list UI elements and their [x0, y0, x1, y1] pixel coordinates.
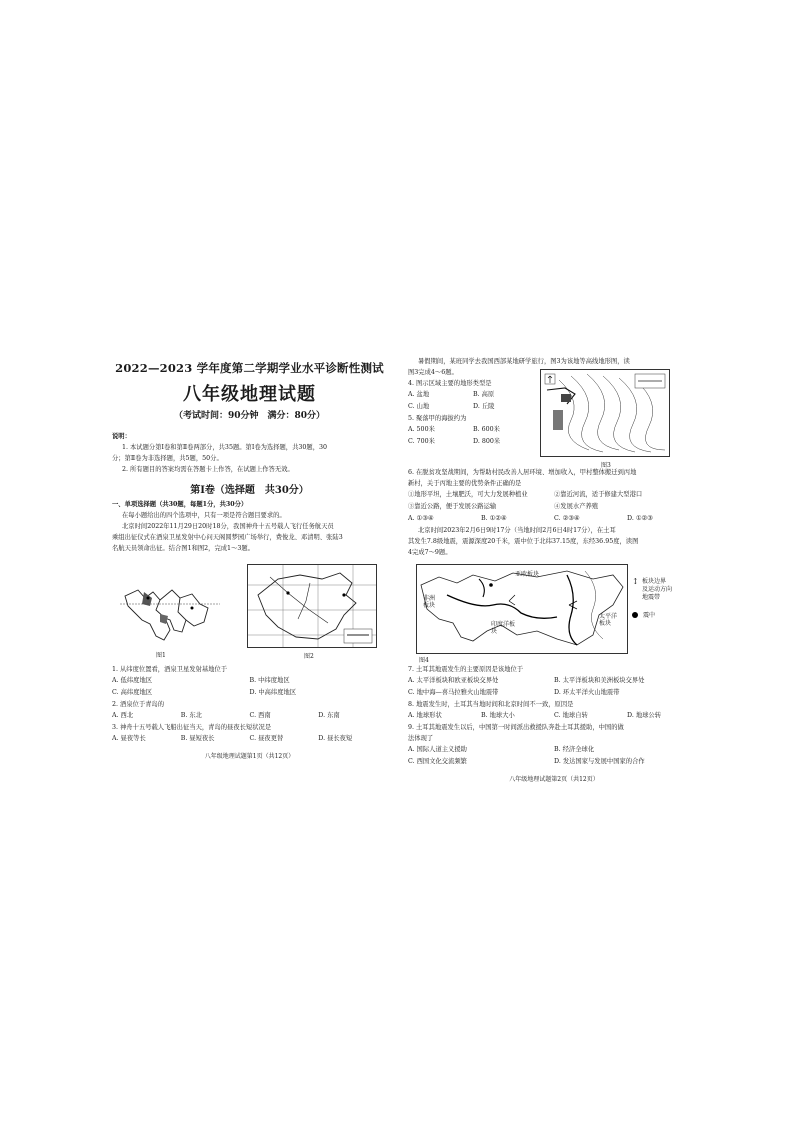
answer-option[interactable]: D. 环太平洋火山地震带: [554, 689, 620, 696]
answer-option[interactable]: D. 昼长夜短: [318, 735, 353, 742]
question-options: [408, 424, 538, 448]
question-stem: 5. 聚落甲的海拔约为: [408, 415, 467, 422]
questions-7-9: [408, 664, 700, 768]
question-stem: 7. 土耳其地震发生的主要原因是该地位于: [408, 666, 524, 673]
figure-4-label: 图4: [419, 657, 429, 664]
answer-option[interactable]: D. 东南: [318, 712, 340, 719]
question: [408, 378, 538, 413]
question-options: [408, 744, 700, 768]
exam-subject: 八年级地理试题: [183, 384, 316, 405]
legend-quake-zone-text: 地震带: [642, 594, 661, 601]
quake-intro-3: 4完成7～9题。: [408, 549, 452, 556]
q6-condition-4: ④发展水产养殖: [554, 503, 599, 510]
question: [408, 722, 700, 768]
instructions: [112, 431, 387, 475]
exam-time-score: （考试时间：90分钟 满分：80分）: [173, 411, 326, 421]
label-indian-plate: 印度洋板块: [491, 621, 516, 635]
q6-condition-3: ③靠近公路，便于发展公路运输: [408, 503, 497, 510]
answer-option[interactable]: C. 山地: [408, 403, 430, 410]
answer-option[interactable]: A. 太平洋板块和欧亚板块交界处: [408, 677, 499, 684]
question-stem: 9. 土耳其地震发生以后，中国第一时间派出救援队奔赴土耳其援助，中国的做: [408, 724, 624, 731]
figure-4-legend: [632, 578, 698, 619]
exam-page-1: [112, 350, 387, 760]
legend-motion-text: 及运动方向: [642, 586, 673, 593]
question-options: [112, 710, 387, 722]
instruction-item-1: 1. 本试题分第Ⅰ卷和第Ⅱ卷两部分，共35题。第Ⅰ卷为选择题，共30题，30: [122, 444, 328, 451]
figure-1-map: [120, 568, 225, 659]
page-footer-2: 八年级地理试题第2页（共12页）: [509, 776, 599, 783]
question: [408, 413, 538, 448]
questions-4-5: [408, 367, 538, 448]
questions-1-3: [112, 664, 387, 745]
question: [112, 664, 387, 699]
answer-option[interactable]: A. 昼夜等长: [112, 735, 146, 742]
instruction-item-1b: 分；第Ⅱ卷为非选择题，共5题，50分。: [112, 455, 223, 462]
answer-option[interactable]: A. 地球形状: [408, 712, 442, 719]
answer-option[interactable]: B. 600米: [473, 426, 500, 433]
q6-conditions: [408, 489, 700, 513]
answer-option[interactable]: B. 地球大小: [481, 712, 515, 719]
section-type: 一、单项选择题（共30题，每题1分，共30分）: [112, 501, 248, 508]
answer-option[interactable]: D. 丘陵: [473, 403, 495, 410]
question-stem: 8. 地震发生时，土耳其当地时间和北京时间不一致，原因是: [408, 701, 574, 708]
q6-stem-1: 6. 在脱贫攻坚战期间，为帮助村民改善人居环境、增加收入，甲村整体搬迁到丙地: [408, 469, 637, 476]
question-options: [408, 389, 538, 413]
question-stem: 4. 图示区域主要的地形类型是: [408, 380, 492, 387]
legend-epicenter: [632, 610, 698, 619]
figure-4-plate-map: [416, 564, 628, 664]
instructions-heading: 说明：: [112, 433, 131, 440]
question: [408, 664, 700, 699]
quake-intro-2: 其发生7.8级地震，震源深度20千米，震中位于北纬37.15度，东经36.95度，读图: [408, 538, 639, 545]
answer-option[interactable]: A. 盆地: [408, 391, 430, 398]
figure-2-map: [247, 564, 377, 660]
q4-5-column: [408, 356, 630, 367]
figure-3-label: 图3: [601, 462, 611, 469]
answer-option[interactable]: A. 500米: [408, 426, 435, 433]
label-african-plate: 非洲板块: [423, 595, 436, 609]
intro-line-3: 名航天员领命出征。结合图1和图2，完成1～3题。: [112, 545, 254, 552]
question-stem: 1. 从纬度位置看，酒泉卫星发射基地位于: [112, 666, 228, 673]
q6-condition-2: ②靠近河流，适于修建大型港口: [554, 491, 643, 498]
answer-option[interactable]: C. 昼夜更替: [249, 735, 284, 742]
page-footer-1: 八年级地理试题第1页（共12页）: [204, 753, 295, 760]
exam-title: 2022—2023 学年度第二学期学业水平诊断性测试: [115, 361, 384, 375]
question-options: [408, 675, 700, 699]
q6-option-a[interactable]: A. ①③④: [408, 515, 434, 522]
q6-option-d[interactable]: D. ①②③: [627, 515, 653, 522]
answer-option[interactable]: D. 中高纬度地区: [249, 689, 297, 696]
answer-option[interactable]: D. 地球公转: [627, 712, 662, 719]
q6-option-c[interactable]: C. ②③④: [554, 515, 580, 522]
answer-option[interactable]: C. 西国文化交流频繁: [408, 758, 467, 765]
q6-option-b[interactable]: B. ①②④: [481, 515, 507, 522]
intro-line-1: 北京时间2022年11月29日20时18分，我国神舟十五号载人飞行任务航天员: [122, 523, 334, 530]
exam-page-2: [408, 356, 700, 783]
question-stem-cont: 法体现了: [408, 735, 434, 742]
answer-option[interactable]: C. 西南: [249, 712, 271, 719]
answer-option[interactable]: B. 太平洋板块和美洲板块交界处: [554, 677, 645, 684]
answer-option[interactable]: B. 高原: [473, 391, 495, 398]
answer-option[interactable]: C. 地中海—喜马拉雅火山地震带: [408, 689, 499, 696]
instruction-item-2: 2. 所有题目的答案均需在答题卡上作答，在试题上作答无效。: [122, 466, 294, 473]
answer-option[interactable]: B. 经济全球化: [554, 746, 595, 753]
figure-4-area: [408, 564, 700, 664]
right-intro-1: 暑假期间，某班同学去我国西部某地研学旅行，图3为该地等高线地形图，读: [418, 358, 630, 365]
figure-2-label: 图2: [304, 653, 314, 660]
question-stem: 2. 酒泉位于青岛的: [112, 701, 165, 708]
question-options: [408, 710, 700, 722]
figure-3-contour-map: [540, 369, 670, 469]
intro-line-2: 乘组出征仪式在酒泉卫星发射中心问天阁圆梦园广场举行，费俊龙、邓清明、张陆3: [112, 534, 343, 541]
answer-option[interactable]: A. 低纬度地区: [112, 677, 153, 684]
figures-row-1: [112, 564, 387, 664]
answer-option[interactable]: D. 800米: [473, 438, 501, 445]
answer-option[interactable]: C. 700米: [408, 438, 435, 445]
right-intro-2: 图3完成4～6题。: [408, 369, 458, 376]
q6-options: [408, 513, 700, 525]
question-stem: 3. 神舟十五号载人飞船出征当天，青岛的昼夜长短状况是: [112, 724, 272, 731]
section-1-title: 第Ⅰ卷（选择题 共30分）: [190, 485, 309, 496]
question: [408, 699, 700, 722]
answer-option[interactable]: B. 东北: [180, 712, 202, 719]
answer-option[interactable]: C. 高纬度地区: [112, 689, 153, 696]
q4-5-area: [408, 367, 700, 467]
answer-option[interactable]: B. 中纬度地区: [249, 677, 290, 684]
legend-epicenter-text: 震中: [643, 612, 656, 619]
figure-1-label: 图1: [156, 652, 166, 659]
answer-option[interactable]: C. 地球自转: [554, 712, 588, 719]
q6-stem-2: 新村，关于丙地主要的优势条件正确的是: [408, 480, 522, 487]
label-pacific-plate: 太平洋板块: [599, 613, 618, 627]
legend-boundary: [632, 578, 698, 602]
section-instruction: 在每小题给出的四个选项中，只有一项是符合题目要求的。: [122, 512, 286, 519]
label-eurasian-plate: 亚欧板块: [515, 571, 540, 578]
q6-condition-1: ①地形平坦，土壤肥沃，可大力发展种植业: [408, 491, 528, 498]
legend-boundary-text: 板块边界: [642, 578, 667, 585]
q4-6-block: [408, 356, 700, 367]
question: [112, 699, 387, 722]
answer-option[interactable]: B. 昼短夜长: [180, 735, 215, 742]
answer-option[interactable]: A. 国际人道主义援助: [408, 746, 467, 753]
answer-option[interactable]: D. 发达国家与发展中国家的合作: [554, 758, 645, 765]
quake-intro-1: 北京时间2023年2月6日9时17分（当地时间2月6日4时17分），在土耳: [418, 527, 616, 534]
question: [112, 722, 387, 745]
question-options: [112, 733, 387, 745]
answer-option[interactable]: A. 西北: [112, 712, 134, 719]
question-options: [112, 675, 387, 699]
epicenter-dot-icon: [632, 612, 638, 618]
boundary-arrow-icon: ↕: [632, 577, 639, 586]
question-6: [408, 467, 700, 525]
